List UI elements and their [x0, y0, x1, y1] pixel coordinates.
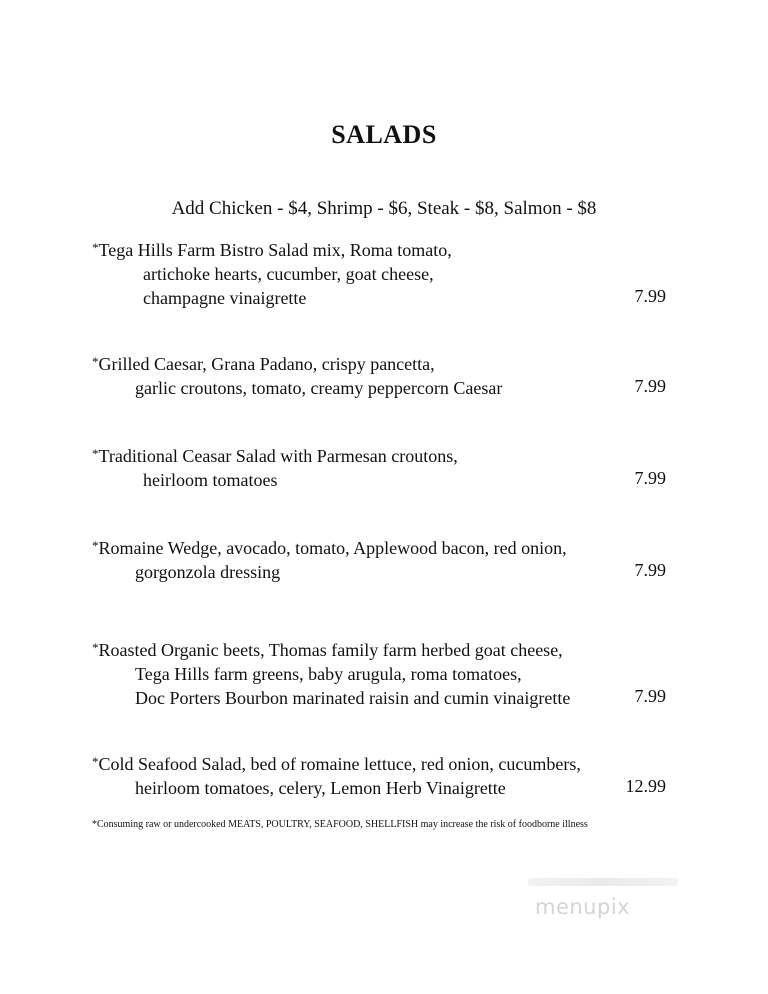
menu-item-price: 12.99 — [625, 776, 666, 796]
raw-food-disclaimer: *Consuming raw or undercooked MEATS, POULTRY, SEAFOOD, SHELLFISH may increase the risk of foodborne illness — [92, 819, 588, 830]
menu-item-line: heirloom tomatoes, celery, Lemon Herb Vinaigrette — [135, 778, 506, 798]
menu-item-grilled-caesar — [92, 350, 672, 400]
menu-item-line: *Cold Seafood Salad, bed of romaine lettuce, red onion, cucumbers, — [92, 754, 581, 774]
raw-food-marker: * — [92, 240, 99, 255]
protein-addons-line: Add Chicken - $4, Shrimp - $6, Steak - $8, Salmon - $8 — [171, 198, 597, 219]
menu-item-cold-seafood-salad — [92, 750, 672, 800]
menu-item-price: 7.99 — [634, 286, 666, 306]
menu-item-price: 7.99 — [634, 376, 666, 396]
menu-item-price: 7.99 — [634, 560, 666, 580]
menupix-watermark-logo: menupix — [535, 895, 631, 919]
menu-item-bistro-salad — [92, 236, 672, 310]
menu-item-line: garlic croutons, tomato, creamy peppercorn Caesar — [135, 378, 503, 398]
menu-item-romaine-wedge — [92, 534, 672, 584]
menu-item-traditional-caesar — [92, 442, 672, 492]
menu-item-line: *Traditional Ceasar Salad with Parmesan croutons, — [92, 446, 458, 466]
raw-food-marker: * — [92, 754, 99, 769]
menu-section-title: SALADS — [331, 120, 437, 149]
menu-item-line: Tega Hills farm greens, baby arugula, roma tomatoes, — [135, 664, 522, 684]
watermark-smudge — [528, 878, 678, 886]
raw-food-marker: * — [92, 446, 99, 461]
menu-item-line: *Romaine Wedge, avocado, tomato, Applewood bacon, red onion, — [92, 538, 567, 558]
menu-item-price: 7.99 — [634, 686, 666, 706]
menu-item-roasted-beets — [92, 636, 672, 710]
menu-item-line: artichoke hearts, cucumber, goat cheese, — [143, 264, 434, 284]
menu-item-line: *Tega Hills Farm Bistro Salad mix, Roma tomato, — [92, 240, 452, 260]
menu-item-line: champagne vinaigrette — [143, 288, 307, 308]
menu-item-price: 7.99 — [634, 468, 666, 488]
raw-food-marker: * — [92, 354, 99, 369]
raw-food-marker: * — [92, 538, 99, 553]
menu-item-line: *Roasted Organic beets, Thomas family farm herbed goat cheese, — [92, 640, 563, 660]
menu-item-line: Doc Porters Bourbon marinated raisin and cumin vinaigrette — [135, 688, 571, 708]
menu-item-line: *Grilled Caesar, Grana Padano, crispy pancetta, — [92, 354, 435, 374]
menu-item-line: gorgonzola dressing — [135, 562, 281, 582]
menu-item-line: heirloom tomatoes — [143, 470, 278, 490]
raw-food-marker: * — [92, 640, 99, 655]
